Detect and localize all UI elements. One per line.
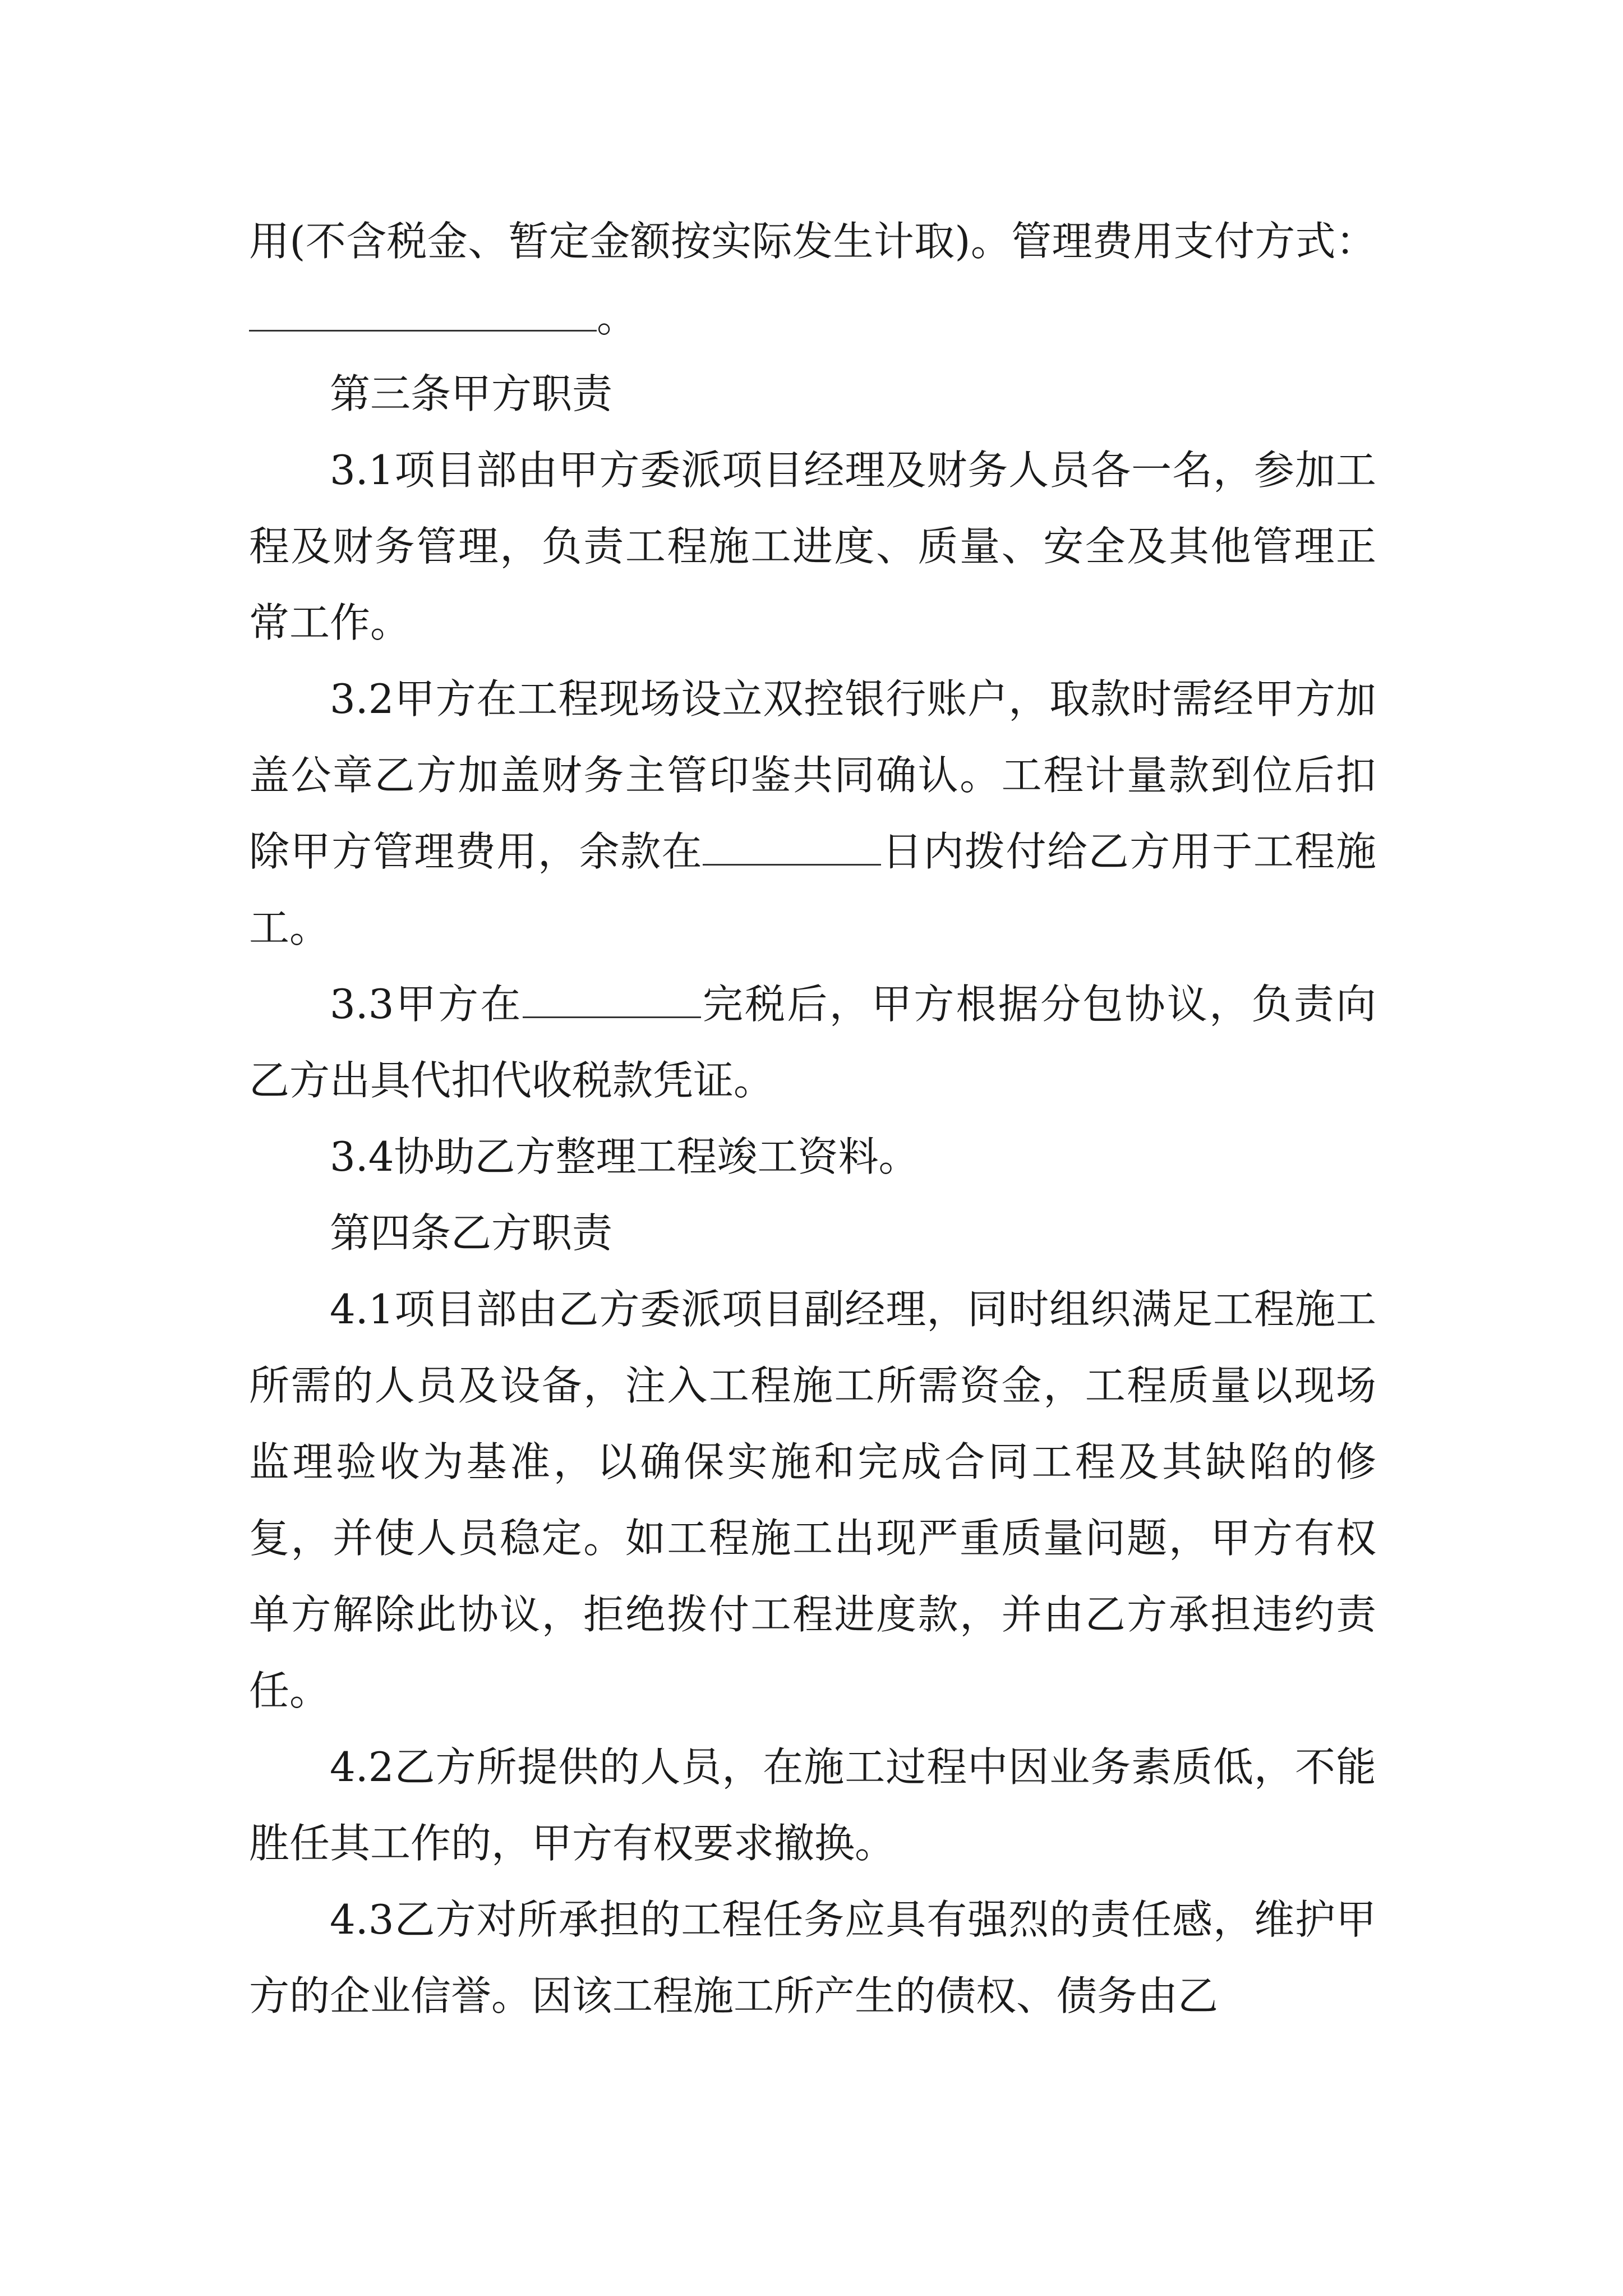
paragraph-4-2: 4.2乙方所提供的人员，在施工过程中因业务素质低，不能胜任其工作的，甲方有权要求撤换。: [249, 1743, 1376, 1867]
paragraph-3-2: [249, 661, 1376, 966]
blank-line: [703, 827, 881, 866]
paragraph-text-end: 。: [597, 294, 638, 341]
paragraph-3-1: 3.1项目部由甲方委派项目经理及财务人员各一名，参加工程及财务管理，负责工程施工进度、质量、安全及其他管理正常工作。: [249, 447, 1376, 646]
paragraph-text-end: 完税后，甲方根据分包协议，负责向乙方出具代扣代收税款凭证。: [249, 981, 1376, 1104]
blank-line: [249, 293, 597, 332]
heading-article-4: 第四条乙方职责: [330, 1209, 613, 1257]
paragraph-text: 3.2甲方在工程现场设立双控银行账户，取款时需经甲方加盖公章乙方加盖财务主管印鉴共同确认。工程计量款到位后扣除甲方管理费用，余款在: [249, 675, 1376, 875]
paragraph-4-1: 4.1项目部由乙方委派项目副经理，同时组织满足工程施工所需的人员及设备，注入工程施工所需资金，工程质量以现场监理验收为基准，以确保实施和完成合同工程及其缺陷的修复，并使人员稳定。如工程施工出现严重质量问题，甲方有权单方解除此协议，拒绝拨付工程进度款，并由乙方承担违约责任。: [249, 1286, 1376, 1714]
paragraph-text-end: 日内拨付给乙方用于工程施工。: [249, 828, 1376, 951]
paragraph-3-3: [249, 966, 1376, 1119]
paragraph-management-fee-payment: [249, 203, 1376, 356]
document-body: [249, 203, 1376, 2034]
paragraph-4-3: 4.3乙方对所承担的工程任务应具有强烈的责任感，维护甲方的企业信誉。因该工程施工所产生的债权、债务由乙: [249, 1896, 1376, 2019]
paragraph-text: 3.3甲方在: [330, 981, 523, 1028]
paragraph-text: 用(不含税金、暂定金额按实际发生计取)。管理费用支付方式：: [249, 218, 1376, 265]
paragraph-3-4: 3.4协助乙方整理工程竣工资料。: [330, 1133, 919, 1180]
blank-line: [523, 979, 701, 1018]
heading-article-3: 第三条甲方职责: [330, 370, 613, 417]
